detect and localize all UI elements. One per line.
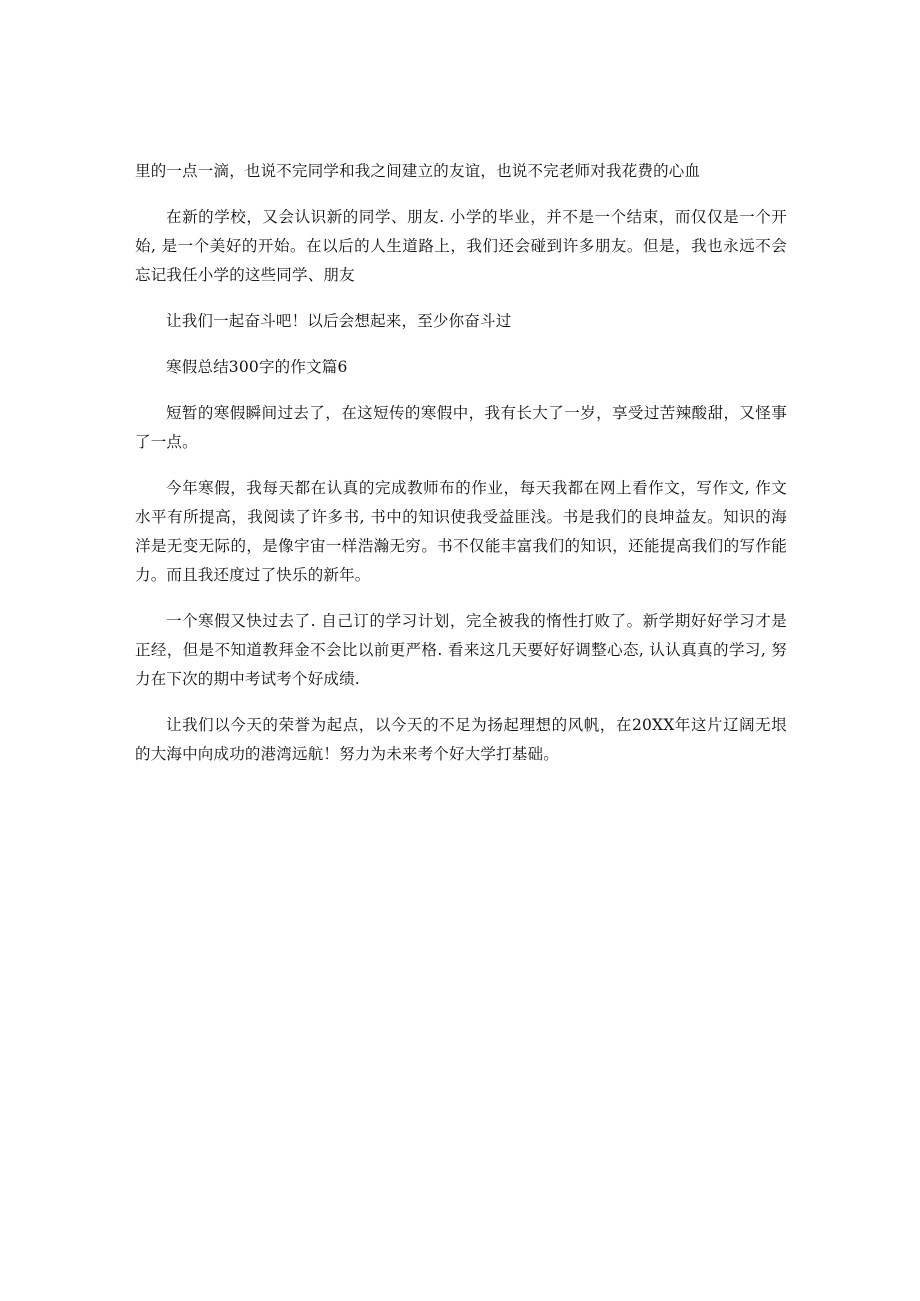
document-body — [135, 157, 787, 786]
section-heading: 寒假总结300字的作文篇6 — [166, 358, 348, 376]
paragraph-5: 短暂的寒假瞬间过去了，在这短传的寒假中，我有长大了一岁，享受过苦辣酸甜，又怪事了一点。 — [135, 404, 787, 451]
paragraph-3: 让我们一起奋斗吧！以后会想起来，至少你奋斗过 — [166, 312, 512, 330]
paragraph-1: 里的一点一滴，也说不完同学和我之间建立的友谊，也说不完老师对我花费的心血 — [135, 162, 701, 180]
paragraph-2: 在新的学校，又会认识新的同学、朋友. 小学的毕业，并不是一个结束，而仅仅是一个开始, 是一个美好的开始。在以后的人生道路上，我们还会碰到许多朋友。但是，我也永远不会忘记我任小学的这些同学、朋友 — [135, 208, 787, 284]
paragraph-8: 让我们以今天的荣誉为起点，以今天的不足为扬起理想的风帆，在20XX年这片辽阔无垠的大海中向成功的港湾远航！努力为未来考个好大学打基础。 — [135, 716, 787, 763]
paragraph-6: 今年寒假，我每天都在认真的完成教师布的作业，每天我都在网上看作文，写作文, 作文水平有所提高，我阅读了许多书, 书中的知识使我受益匪浅。书是我们的良坤益友。知识的海洋是无变无际的，是像宇宙一样浩瀚无穷。书不仅能丰富我们的知识，还能提高我们的写作能力。而且我还度过了快乐的新年。 — [135, 479, 787, 584]
paragraph-7: 一个寒假又快过去了. 自己订的学习计划，完全被我的惰性打败了。新学期好好学习才是正经，但是不知道教拜金不会比以前更严格. 看来这几天要好好调整心态, 认认真真的学习, 努力在下次的期中考试考个好成绩. — [135, 612, 787, 688]
